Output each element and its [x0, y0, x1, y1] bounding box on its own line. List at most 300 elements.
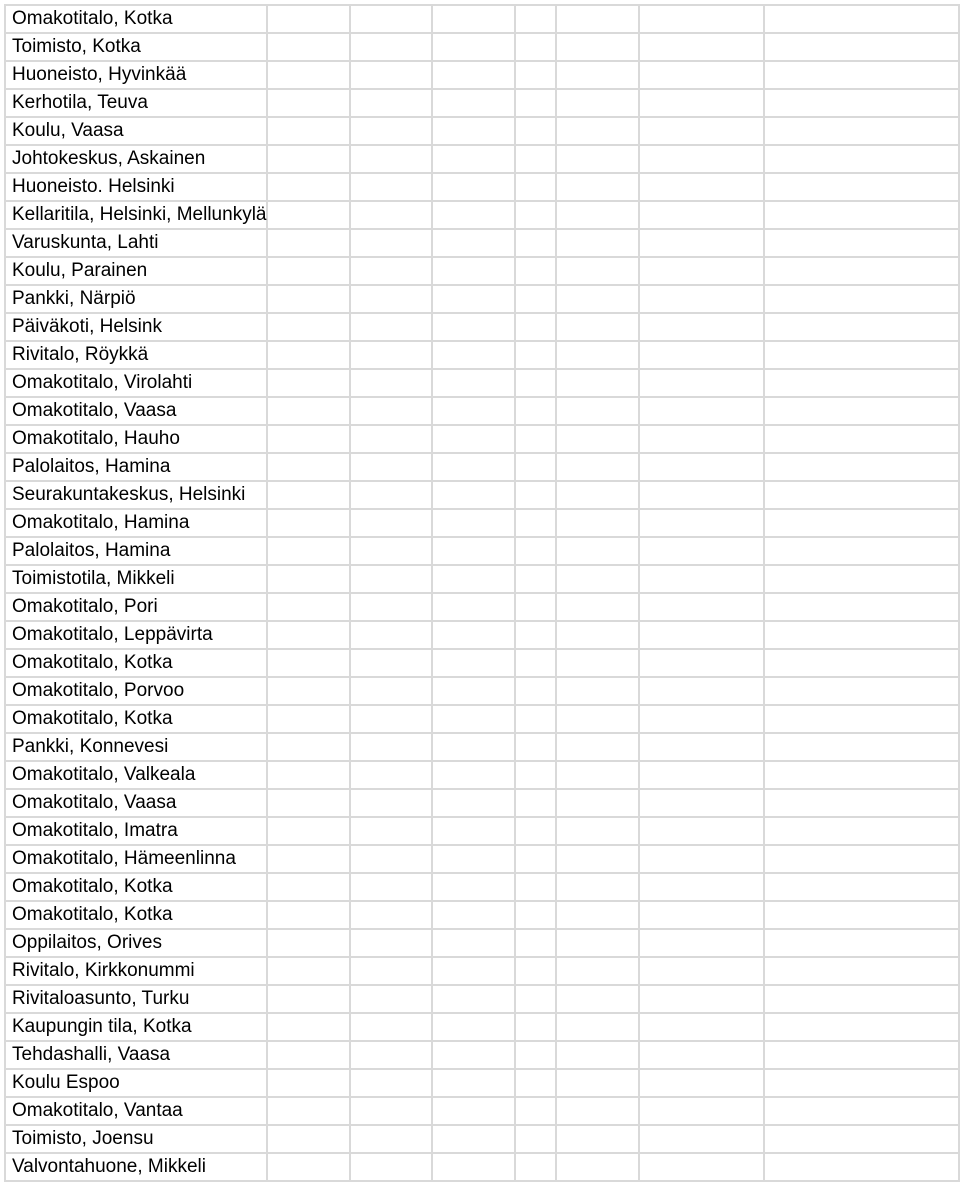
empty-cell[interactable]	[639, 621, 764, 649]
empty-cell[interactable]	[556, 1041, 638, 1069]
empty-cell[interactable]	[764, 425, 959, 453]
empty-cell[interactable]	[267, 1125, 349, 1153]
empty-cell[interactable]	[639, 509, 764, 537]
empty-cell[interactable]	[556, 677, 638, 705]
empty-cell[interactable]	[515, 537, 556, 565]
empty-cell[interactable]	[515, 453, 556, 481]
empty-cell[interactable]	[350, 649, 432, 677]
empty-cell[interactable]	[764, 1153, 959, 1181]
location-cell[interactable]	[5, 341, 267, 369]
empty-cell[interactable]	[350, 397, 432, 425]
empty-cell[interactable]	[639, 537, 764, 565]
empty-cell[interactable]	[639, 677, 764, 705]
empty-cell[interactable]	[350, 341, 432, 369]
empty-cell[interactable]	[432, 985, 514, 1013]
empty-cell[interactable]	[639, 61, 764, 89]
location-cell[interactable]	[5, 817, 267, 845]
empty-cell[interactable]	[639, 929, 764, 957]
empty-cell[interactable]	[515, 1013, 556, 1041]
empty-cell[interactable]	[267, 1153, 349, 1181]
empty-cell[interactable]	[764, 593, 959, 621]
location-cell[interactable]	[5, 957, 267, 985]
empty-cell[interactable]	[267, 5, 349, 33]
empty-cell[interactable]	[639, 117, 764, 145]
empty-cell[interactable]	[764, 61, 959, 89]
empty-cell[interactable]	[432, 705, 514, 733]
empty-cell[interactable]	[267, 1013, 349, 1041]
location-cell[interactable]	[5, 229, 267, 257]
empty-cell[interactable]	[556, 705, 638, 733]
empty-cell[interactable]	[267, 145, 349, 173]
empty-cell[interactable]	[764, 285, 959, 313]
location-cell[interactable]	[5, 369, 267, 397]
empty-cell[interactable]	[432, 621, 514, 649]
empty-cell[interactable]	[556, 285, 638, 313]
empty-cell[interactable]	[515, 957, 556, 985]
empty-cell[interactable]	[515, 789, 556, 817]
empty-cell[interactable]	[267, 705, 349, 733]
empty-cell[interactable]	[267, 285, 349, 313]
empty-cell[interactable]	[764, 761, 959, 789]
empty-cell[interactable]	[350, 985, 432, 1013]
empty-cell[interactable]	[556, 313, 638, 341]
empty-cell[interactable]	[350, 285, 432, 313]
empty-cell[interactable]	[764, 649, 959, 677]
location-cell[interactable]	[5, 649, 267, 677]
empty-cell[interactable]	[515, 145, 556, 173]
empty-cell[interactable]	[267, 89, 349, 117]
empty-cell[interactable]	[350, 733, 432, 761]
location-cell[interactable]	[5, 257, 267, 285]
empty-cell[interactable]	[515, 5, 556, 33]
empty-cell[interactable]	[556, 1097, 638, 1125]
empty-cell[interactable]	[556, 509, 638, 537]
empty-cell[interactable]	[556, 1069, 638, 1097]
location-cell[interactable]	[5, 873, 267, 901]
empty-cell[interactable]	[515, 201, 556, 229]
empty-cell[interactable]	[432, 509, 514, 537]
empty-cell[interactable]	[432, 593, 514, 621]
empty-cell[interactable]	[432, 817, 514, 845]
empty-cell[interactable]	[515, 61, 556, 89]
empty-cell[interactable]	[267, 397, 349, 425]
empty-cell[interactable]	[764, 733, 959, 761]
empty-cell[interactable]	[639, 649, 764, 677]
location-cell[interactable]	[5, 621, 267, 649]
location-cell[interactable]	[5, 1013, 267, 1041]
empty-cell[interactable]	[639, 313, 764, 341]
empty-cell[interactable]	[639, 873, 764, 901]
empty-cell[interactable]	[267, 929, 349, 957]
empty-cell[interactable]	[556, 425, 638, 453]
empty-cell[interactable]	[267, 957, 349, 985]
empty-cell[interactable]	[556, 1013, 638, 1041]
empty-cell[interactable]	[764, 369, 959, 397]
empty-cell[interactable]	[350, 761, 432, 789]
empty-cell[interactable]	[764, 677, 959, 705]
empty-cell[interactable]	[432, 285, 514, 313]
empty-cell[interactable]	[515, 173, 556, 201]
empty-cell[interactable]	[267, 565, 349, 593]
empty-cell[interactable]	[267, 229, 349, 257]
empty-cell[interactable]	[350, 873, 432, 901]
empty-cell[interactable]	[515, 33, 556, 61]
location-cell[interactable]	[5, 509, 267, 537]
empty-cell[interactable]	[764, 929, 959, 957]
empty-cell[interactable]	[432, 201, 514, 229]
empty-cell[interactable]	[556, 901, 638, 929]
empty-cell[interactable]	[639, 957, 764, 985]
empty-cell[interactable]	[556, 145, 638, 173]
location-cell[interactable]	[5, 929, 267, 957]
empty-cell[interactable]	[267, 257, 349, 285]
empty-cell[interactable]	[764, 565, 959, 593]
empty-cell[interactable]	[764, 845, 959, 873]
empty-cell[interactable]	[515, 733, 556, 761]
empty-cell[interactable]	[350, 5, 432, 33]
empty-cell[interactable]	[639, 89, 764, 117]
empty-cell[interactable]	[515, 313, 556, 341]
empty-cell[interactable]	[432, 761, 514, 789]
empty-cell[interactable]	[350, 537, 432, 565]
empty-cell[interactable]	[350, 145, 432, 173]
empty-cell[interactable]	[515, 565, 556, 593]
empty-cell[interactable]	[432, 481, 514, 509]
empty-cell[interactable]	[350, 509, 432, 537]
empty-cell[interactable]	[764, 397, 959, 425]
empty-cell[interactable]	[432, 145, 514, 173]
empty-cell[interactable]	[639, 705, 764, 733]
empty-cell[interactable]	[764, 313, 959, 341]
location-cell[interactable]	[5, 845, 267, 873]
empty-cell[interactable]	[556, 397, 638, 425]
empty-cell[interactable]	[556, 369, 638, 397]
empty-cell[interactable]	[639, 369, 764, 397]
empty-cell[interactable]	[432, 677, 514, 705]
empty-cell[interactable]	[556, 89, 638, 117]
empty-cell[interactable]	[515, 397, 556, 425]
empty-cell[interactable]	[556, 481, 638, 509]
empty-cell[interactable]	[267, 761, 349, 789]
empty-cell[interactable]	[639, 733, 764, 761]
empty-cell[interactable]	[639, 481, 764, 509]
empty-cell[interactable]	[639, 145, 764, 173]
empty-cell[interactable]	[432, 1041, 514, 1069]
empty-cell[interactable]	[432, 425, 514, 453]
empty-cell[interactable]	[432, 733, 514, 761]
empty-cell[interactable]	[515, 89, 556, 117]
empty-cell[interactable]	[515, 425, 556, 453]
empty-cell[interactable]	[350, 61, 432, 89]
empty-cell[interactable]	[432, 789, 514, 817]
empty-cell[interactable]	[350, 1153, 432, 1181]
location-cell[interactable]	[5, 565, 267, 593]
empty-cell[interactable]	[267, 789, 349, 817]
empty-cell[interactable]	[556, 929, 638, 957]
empty-cell[interactable]	[556, 1125, 638, 1153]
empty-cell[interactable]	[432, 313, 514, 341]
location-cell[interactable]	[5, 985, 267, 1013]
empty-cell[interactable]	[350, 89, 432, 117]
empty-cell[interactable]	[556, 61, 638, 89]
empty-cell[interactable]	[350, 1125, 432, 1153]
empty-cell[interactable]	[432, 369, 514, 397]
empty-cell[interactable]	[267, 593, 349, 621]
empty-cell[interactable]	[432, 257, 514, 285]
empty-cell[interactable]	[556, 761, 638, 789]
empty-cell[interactable]	[639, 341, 764, 369]
empty-cell[interactable]	[432, 61, 514, 89]
empty-cell[interactable]	[350, 425, 432, 453]
location-cell[interactable]	[5, 1097, 267, 1125]
empty-cell[interactable]	[515, 845, 556, 873]
empty-cell[interactable]	[350, 565, 432, 593]
empty-cell[interactable]	[432, 649, 514, 677]
empty-cell[interactable]	[639, 33, 764, 61]
empty-cell[interactable]	[764, 1069, 959, 1097]
empty-cell[interactable]	[267, 33, 349, 61]
empty-cell[interactable]	[764, 1041, 959, 1069]
empty-cell[interactable]	[515, 901, 556, 929]
location-cell[interactable]	[5, 481, 267, 509]
empty-cell[interactable]	[515, 285, 556, 313]
empty-cell[interactable]	[432, 89, 514, 117]
empty-cell[interactable]	[764, 873, 959, 901]
location-cell[interactable]	[5, 1041, 267, 1069]
empty-cell[interactable]	[515, 1097, 556, 1125]
empty-cell[interactable]	[556, 789, 638, 817]
empty-cell[interactable]	[515, 369, 556, 397]
empty-cell[interactable]	[432, 873, 514, 901]
empty-cell[interactable]	[267, 1097, 349, 1125]
empty-cell[interactable]	[764, 173, 959, 201]
empty-cell[interactable]	[432, 845, 514, 873]
empty-cell[interactable]	[267, 537, 349, 565]
empty-cell[interactable]	[350, 621, 432, 649]
empty-cell[interactable]	[639, 761, 764, 789]
empty-cell[interactable]	[350, 313, 432, 341]
empty-cell[interactable]	[432, 229, 514, 257]
empty-cell[interactable]	[556, 117, 638, 145]
empty-cell[interactable]	[515, 593, 556, 621]
empty-cell[interactable]	[432, 453, 514, 481]
location-cell[interactable]	[5, 397, 267, 425]
empty-cell[interactable]	[556, 1153, 638, 1181]
empty-cell[interactable]	[764, 1097, 959, 1125]
empty-cell[interactable]	[267, 313, 349, 341]
empty-cell[interactable]	[556, 817, 638, 845]
empty-cell[interactable]	[515, 1069, 556, 1097]
empty-cell[interactable]	[432, 565, 514, 593]
location-cell[interactable]	[5, 901, 267, 929]
location-cell[interactable]	[5, 677, 267, 705]
empty-cell[interactable]	[556, 5, 638, 33]
empty-cell[interactable]	[764, 201, 959, 229]
empty-cell[interactable]	[515, 257, 556, 285]
empty-cell[interactable]	[556, 173, 638, 201]
empty-cell[interactable]	[350, 257, 432, 285]
empty-cell[interactable]	[764, 145, 959, 173]
location-cell[interactable]	[5, 537, 267, 565]
empty-cell[interactable]	[764, 89, 959, 117]
empty-cell[interactable]	[639, 1069, 764, 1097]
empty-cell[interactable]	[267, 341, 349, 369]
empty-cell[interactable]	[639, 565, 764, 593]
empty-cell[interactable]	[350, 1041, 432, 1069]
empty-cell[interactable]	[515, 677, 556, 705]
empty-cell[interactable]	[556, 985, 638, 1013]
empty-cell[interactable]	[764, 453, 959, 481]
empty-cell[interactable]	[267, 481, 349, 509]
empty-cell[interactable]	[515, 873, 556, 901]
empty-cell[interactable]	[350, 845, 432, 873]
empty-cell[interactable]	[350, 453, 432, 481]
empty-cell[interactable]	[639, 201, 764, 229]
empty-cell[interactable]	[764, 957, 959, 985]
empty-cell[interactable]	[267, 985, 349, 1013]
location-cell[interactable]	[5, 733, 267, 761]
empty-cell[interactable]	[267, 1041, 349, 1069]
empty-cell[interactable]	[267, 817, 349, 845]
empty-cell[interactable]	[350, 901, 432, 929]
empty-cell[interactable]	[764, 229, 959, 257]
empty-cell[interactable]	[556, 957, 638, 985]
empty-cell[interactable]	[639, 901, 764, 929]
empty-cell[interactable]	[639, 985, 764, 1013]
empty-cell[interactable]	[350, 117, 432, 145]
empty-cell[interactable]	[267, 201, 349, 229]
location-cell[interactable]	[5, 761, 267, 789]
empty-cell[interactable]	[639, 1041, 764, 1069]
location-cell[interactable]	[5, 89, 267, 117]
empty-cell[interactable]	[267, 61, 349, 89]
empty-cell[interactable]	[267, 901, 349, 929]
location-cell[interactable]	[5, 425, 267, 453]
empty-cell[interactable]	[515, 1041, 556, 1069]
location-cell[interactable]	[5, 145, 267, 173]
empty-cell[interactable]	[350, 705, 432, 733]
location-cell[interactable]	[5, 593, 267, 621]
empty-cell[interactable]	[556, 621, 638, 649]
empty-cell[interactable]	[350, 33, 432, 61]
empty-cell[interactable]	[350, 201, 432, 229]
empty-cell[interactable]	[639, 257, 764, 285]
empty-cell[interactable]	[556, 33, 638, 61]
empty-cell[interactable]	[432, 537, 514, 565]
empty-cell[interactable]	[350, 173, 432, 201]
empty-cell[interactable]	[515, 621, 556, 649]
location-cell[interactable]	[5, 1069, 267, 1097]
empty-cell[interactable]	[764, 341, 959, 369]
empty-cell[interactable]	[639, 1097, 764, 1125]
empty-cell[interactable]	[556, 257, 638, 285]
empty-cell[interactable]	[432, 1069, 514, 1097]
empty-cell[interactable]	[267, 649, 349, 677]
empty-cell[interactable]	[267, 845, 349, 873]
empty-cell[interactable]	[556, 873, 638, 901]
empty-cell[interactable]	[556, 341, 638, 369]
empty-cell[interactable]	[764, 789, 959, 817]
empty-cell[interactable]	[267, 1069, 349, 1097]
empty-cell[interactable]	[432, 1097, 514, 1125]
empty-cell[interactable]	[432, 929, 514, 957]
empty-cell[interactable]	[432, 341, 514, 369]
location-cell[interactable]	[5, 1153, 267, 1181]
empty-cell[interactable]	[764, 817, 959, 845]
empty-cell[interactable]	[515, 761, 556, 789]
location-cell[interactable]	[5, 285, 267, 313]
empty-cell[interactable]	[350, 229, 432, 257]
empty-cell[interactable]	[639, 453, 764, 481]
location-cell[interactable]	[5, 117, 267, 145]
empty-cell[interactable]	[350, 817, 432, 845]
empty-cell[interactable]	[556, 733, 638, 761]
empty-cell[interactable]	[764, 481, 959, 509]
empty-cell[interactable]	[432, 117, 514, 145]
empty-cell[interactable]	[432, 901, 514, 929]
empty-cell[interactable]	[639, 425, 764, 453]
empty-cell[interactable]	[267, 369, 349, 397]
empty-cell[interactable]	[350, 1013, 432, 1041]
empty-cell[interactable]	[556, 845, 638, 873]
empty-cell[interactable]	[515, 929, 556, 957]
location-cell[interactable]	[5, 61, 267, 89]
empty-cell[interactable]	[515, 229, 556, 257]
empty-cell[interactable]	[556, 453, 638, 481]
location-cell[interactable]	[5, 313, 267, 341]
empty-cell[interactable]	[350, 593, 432, 621]
empty-cell[interactable]	[764, 1125, 959, 1153]
empty-cell[interactable]	[267, 677, 349, 705]
empty-cell[interactable]	[432, 5, 514, 33]
empty-cell[interactable]	[515, 341, 556, 369]
empty-cell[interactable]	[432, 173, 514, 201]
location-cell[interactable]	[5, 173, 267, 201]
empty-cell[interactable]	[267, 117, 349, 145]
empty-cell[interactable]	[350, 369, 432, 397]
empty-cell[interactable]	[764, 117, 959, 145]
location-cell[interactable]	[5, 453, 267, 481]
location-cell[interactable]	[5, 1125, 267, 1153]
empty-cell[interactable]	[350, 1097, 432, 1125]
empty-cell[interactable]	[432, 957, 514, 985]
empty-cell[interactable]	[432, 1125, 514, 1153]
empty-cell[interactable]	[267, 621, 349, 649]
empty-cell[interactable]	[267, 453, 349, 481]
empty-cell[interactable]	[432, 1153, 514, 1181]
empty-cell[interactable]	[639, 1125, 764, 1153]
empty-cell[interactable]	[556, 593, 638, 621]
empty-cell[interactable]	[764, 257, 959, 285]
empty-cell[interactable]	[515, 649, 556, 677]
empty-cell[interactable]	[515, 117, 556, 145]
empty-cell[interactable]	[639, 817, 764, 845]
empty-cell[interactable]	[515, 817, 556, 845]
empty-cell[interactable]	[764, 537, 959, 565]
empty-cell[interactable]	[432, 1013, 514, 1041]
empty-cell[interactable]	[350, 481, 432, 509]
empty-cell[interactable]	[267, 733, 349, 761]
empty-cell[interactable]	[639, 5, 764, 33]
empty-cell[interactable]	[515, 985, 556, 1013]
empty-cell[interactable]	[267, 509, 349, 537]
empty-cell[interactable]	[764, 901, 959, 929]
empty-cell[interactable]	[515, 509, 556, 537]
empty-cell[interactable]	[267, 173, 349, 201]
empty-cell[interactable]	[764, 1013, 959, 1041]
empty-cell[interactable]	[639, 1013, 764, 1041]
empty-cell[interactable]	[267, 425, 349, 453]
